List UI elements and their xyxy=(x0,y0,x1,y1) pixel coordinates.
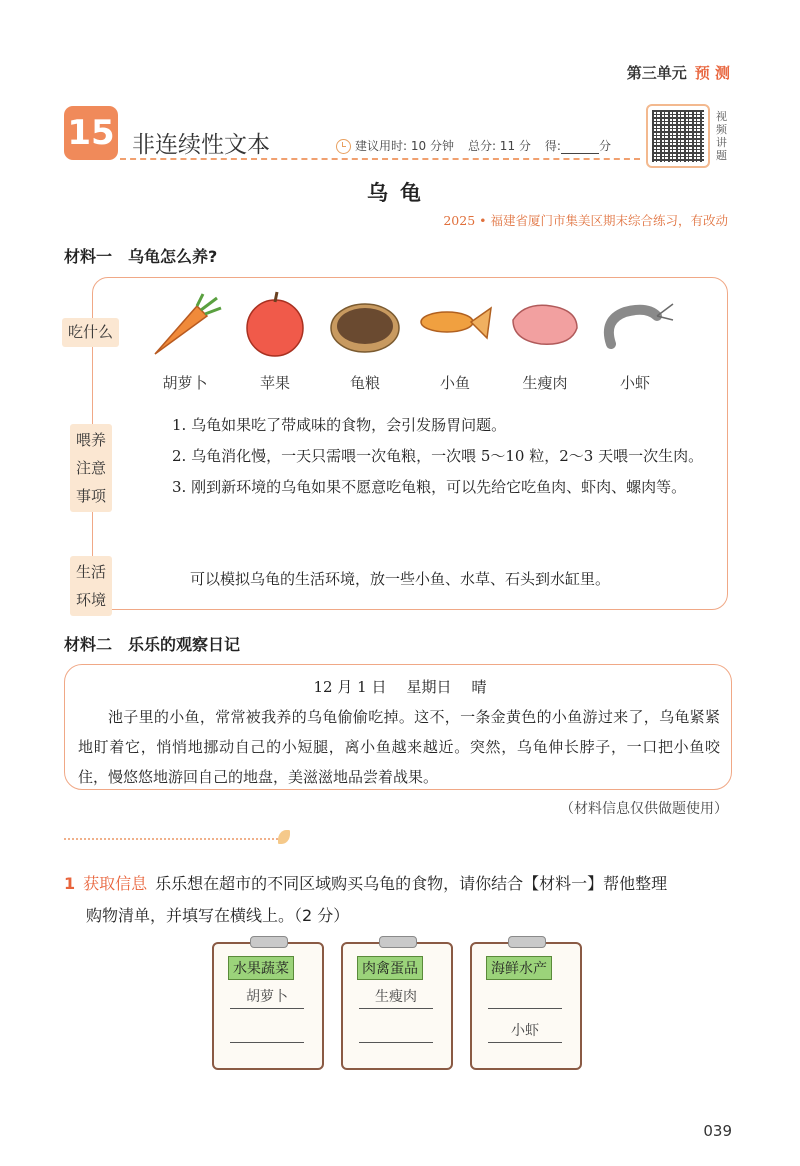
food-label: 小虾 xyxy=(619,374,650,392)
diary-date-line xyxy=(0,676,800,697)
food-label: 苹果 xyxy=(259,374,290,392)
clipboard-produce xyxy=(212,942,324,1070)
clipboard-meat xyxy=(341,942,453,1070)
material1-heading xyxy=(64,244,233,267)
clipboard-category: 水果蔬菜 xyxy=(228,956,294,980)
diary-weather: 晴 xyxy=(471,678,487,696)
question-number: 1 xyxy=(64,874,76,893)
clock-icon xyxy=(336,139,351,154)
diary-body: 池子里的小鱼，常常被我养的乌龟偷偷吃掉。这不，一条金黄色的小鱼游过来了，乌龟紧紧地盯着它，悄悄地挪动自己的小短腿，离小鱼越来越近。突然，乌龟伸长脖子，一口把小鱼咬住，慢悠悠地游回自己的地盘，美滋滋地品尝着战果。 xyxy=(78,708,720,786)
meat-icon xyxy=(505,290,585,358)
total-score-label: 总分: 11 分 xyxy=(467,139,531,153)
title-divider xyxy=(120,158,640,160)
time-label: 建议用时: 10 分钟 xyxy=(355,139,454,153)
article-title: 乌龟 xyxy=(367,180,433,205)
video-label: 视频讲题 xyxy=(716,110,727,162)
env-description: 可以模拟乌龟的生活环境，放一些小鱼、水草、石头到水缸里。 xyxy=(190,570,611,588)
unit-header xyxy=(627,62,730,83)
score-blank[interactable] xyxy=(561,141,599,154)
unit-label: 第三单元 xyxy=(626,64,687,82)
unit-topic: 预 测 xyxy=(694,64,730,82)
food-item-carrot xyxy=(140,290,230,393)
diary-weekday: 星期日 xyxy=(406,678,452,696)
clip-icon xyxy=(508,936,546,948)
leaf-icon xyxy=(278,830,290,844)
lesson-number-badge: 15 xyxy=(64,106,118,160)
material2-number: 材料二 xyxy=(64,635,113,654)
material1-title: 乌龟怎么养? xyxy=(128,247,218,266)
food-label: 龟粮 xyxy=(349,374,380,392)
feeding-label: 喂养注意事项 xyxy=(70,424,112,512)
score-field xyxy=(545,137,611,154)
feeding-note: 3. 刚到新环境的乌龟如果不愿意吃龟粮，可以先给它吃鱼肉、虾肉、螺肉等。 xyxy=(172,478,687,496)
answer-line[interactable]: 胡萝卜 xyxy=(230,986,304,1009)
lesson-meta xyxy=(336,137,611,154)
feeding-notes xyxy=(160,410,715,503)
question-line xyxy=(64,868,744,900)
clipboard-seafood xyxy=(470,942,582,1070)
material1-number: 材料一 xyxy=(64,247,113,266)
food-item-shrimp xyxy=(590,290,680,393)
material2-heading xyxy=(64,632,256,655)
page-number: 039 xyxy=(703,1122,732,1140)
food-label: 小鱼 xyxy=(439,374,470,392)
feeding-note: 2. 乌龟消化慢，一天只需喂一次龟粮，一次喂 5～10 粒，2～3 天喂一次生肉。 xyxy=(172,447,704,465)
food-label: 胡萝卜 xyxy=(162,374,208,392)
food-item-turtle-food xyxy=(320,290,410,393)
answer-line[interactable] xyxy=(488,986,562,1009)
env-label: 生活环境 xyxy=(70,556,112,616)
food-item-small-fish xyxy=(410,290,500,393)
carrot-icon xyxy=(145,290,225,358)
fish-icon xyxy=(415,290,495,358)
feeding-note: 1. 乌龟如果吃了带咸味的食物，会引发肠胃问题。 xyxy=(172,416,507,434)
question-text: 乐乐想在超市的不同区域购买乌龟的食物，请你结合【材料一】帮他整理 xyxy=(155,874,668,893)
score-unit: 分 xyxy=(598,139,611,153)
clipboard-category: 海鲜水产 xyxy=(486,956,552,980)
question-text-cont: 购物清单，并填写在横线上。（2 分） xyxy=(86,906,350,925)
diary-date: 12 月 1 日 xyxy=(313,678,387,696)
answer-line[interactable] xyxy=(230,1020,304,1043)
score-label: 得: xyxy=(544,139,561,153)
eat-label: 吃什么 xyxy=(62,318,119,347)
shrimp-icon xyxy=(595,290,675,358)
question-tag: 获取信息 xyxy=(83,874,148,893)
source-note: 2025 • 福建省厦门市集美区期末综合练习，有改动 xyxy=(443,213,728,228)
answer-line[interactable] xyxy=(359,1020,433,1043)
apple-icon xyxy=(235,290,315,358)
food-item-raw-meat xyxy=(500,290,590,393)
food-item-apple xyxy=(230,290,320,393)
turtle-food-icon xyxy=(325,290,405,358)
time-info xyxy=(336,137,454,154)
qr-pattern xyxy=(652,110,704,162)
material2-title: 乐乐的观察日记 xyxy=(128,635,241,654)
food-list xyxy=(140,290,680,393)
food-label: 生瘦肉 xyxy=(522,374,568,392)
answer-line[interactable]: 小虾 xyxy=(488,1020,562,1043)
footnote: （材料信息仅供做题使用） xyxy=(560,801,728,817)
clip-icon xyxy=(250,936,288,948)
qr-code[interactable] xyxy=(646,104,710,168)
clip-icon xyxy=(379,936,417,948)
clipboard-category: 肉禽蛋品 xyxy=(357,956,423,980)
answer-line[interactable]: 生瘦肉 xyxy=(359,986,433,1009)
question-1 xyxy=(64,868,744,932)
lesson-title: 非连续性文本 xyxy=(132,132,270,158)
section-divider xyxy=(64,838,278,840)
